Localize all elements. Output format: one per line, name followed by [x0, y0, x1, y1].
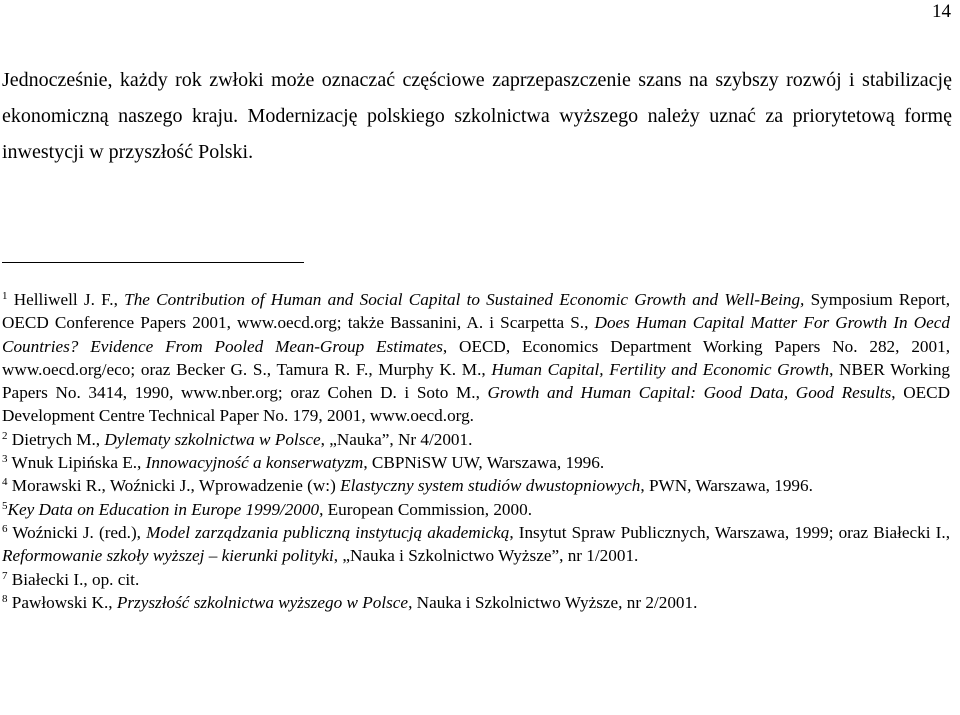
footnote-text: Pawłowski K., [11, 592, 117, 612]
footnote-number: 5 [2, 499, 8, 512]
footnote-text: , Insytut Spraw Publicznych, Warszawa, 1999; oraz Białecki I., [509, 522, 950, 542]
footnote-title: Innowacyjność a konserwatyzm [145, 453, 364, 473]
page-number: 14 [932, 1, 951, 22]
footnote-text: , „Nauka”, Nr 4/2001. [320, 429, 473, 449]
footnote-text: Wnuk Lipińska E., [11, 453, 146, 473]
footnote-6 [2, 521, 950, 568]
footnote-title: Key Data on Education in Europe 1999/2000 [7, 499, 320, 519]
footnote-number: 3 [2, 453, 8, 466]
footnote-text: , CBPNiSW UW, Warszawa, 1996. [363, 453, 605, 473]
footnote-7 [2, 568, 950, 591]
footnote-3 [2, 451, 950, 474]
footnote-title: The Contribution of Human and Social Capital to Sustained Economic Growth and Well-Being, [124, 290, 805, 309]
footnote-text: Białecki I., op. cit. [11, 569, 140, 589]
footnote-text: , NBER Working Papers No. 3414, 1990, www.nber.org; oraz Cohen D. i Soto M., [2, 359, 951, 403]
footnote-title: Model zarządzania publiczną instytucją akademicką [146, 522, 510, 542]
footnote-text: Helliwell J. F., [13, 290, 125, 309]
footnote-title: Reformowanie szkoły wyższej – kierunki polityki [2, 546, 334, 566]
footnote-text: , OECD Development Centre Technical Paper No. 179, 2001, www.oecd.org. [2, 383, 951, 426]
footnote-text: Woźnicki J. (red.), [12, 522, 147, 542]
footnote-title: Growth and Human Capital: Good Data, Good Results [487, 383, 892, 403]
footnote-text: , PWN, Warszawa, 1996. [640, 476, 813, 496]
footnote-4 [2, 474, 950, 497]
footnote-text: Morawski R., Woźnicki J., Wprowadzenie (w:) [11, 476, 341, 496]
footnote-text: , Nauka i Szkolnictwo Wyższe, nr 2/2001. [408, 592, 698, 612]
footnote-5 [2, 498, 950, 521]
footnote-8 [2, 591, 950, 614]
footnote-number: 4 [2, 476, 8, 489]
footnote-number: 6 [2, 522, 8, 535]
footnote-2 [2, 428, 950, 451]
footnote-number: 7 [2, 569, 8, 582]
footnote-title: Dylematy szkolnictwa w Polsce [104, 429, 321, 449]
footnote-title: Human Capital, Fertility and Economic Growth [491, 359, 830, 379]
footnote-number: 2 [2, 429, 8, 442]
footnote-title: Does Human Capital Matter For Growth In Oecd Countries? Evidence From Pooled Mean-Group Estimates [2, 313, 951, 356]
footnote-1 [2, 288, 950, 428]
footnote-title: Elastyczny system studiów dwustopniowych [340, 476, 641, 496]
footnote-text: , European Commission, 2000. [319, 499, 533, 519]
footnote-text: Dietrych M., [11, 429, 105, 449]
footnotes [2, 288, 950, 614]
footnote-number: 8 [2, 592, 8, 605]
footnote-text: , OECD, Economics Department Working Papers No. 282, 2001, www.oecd.org/eco; oraz Becker G. S., Tamura R. F., Murphy K. M., [2, 336, 950, 379]
footnote-number: 1 [2, 290, 8, 302]
body-paragraph: Jednocześnie, każdy rok zwłoki może oznaczać częściowe zaprzepaszczenie szans na szybszy rozwój i stabilizację ekonomiczną naszego kraju. Modernizację polskiego szkolnictwa wyższego należy uznać za priorytetową formę inwestycji w przyszłość Polski. [2, 69, 952, 163]
footnote-title: Przyszłość szkolnictwa wyższego w Polsce [116, 592, 409, 612]
footnote-separator [2, 262, 304, 263]
footnote-text: , „Nauka i Szkolnictwo Wyższe”, nr 1/2001. [333, 546, 639, 566]
footnote-text: Symposium Report, OECD Conference Papers 2001, www.oecd.org; także Bassanini, A. i Scarpetta S., [2, 290, 951, 333]
